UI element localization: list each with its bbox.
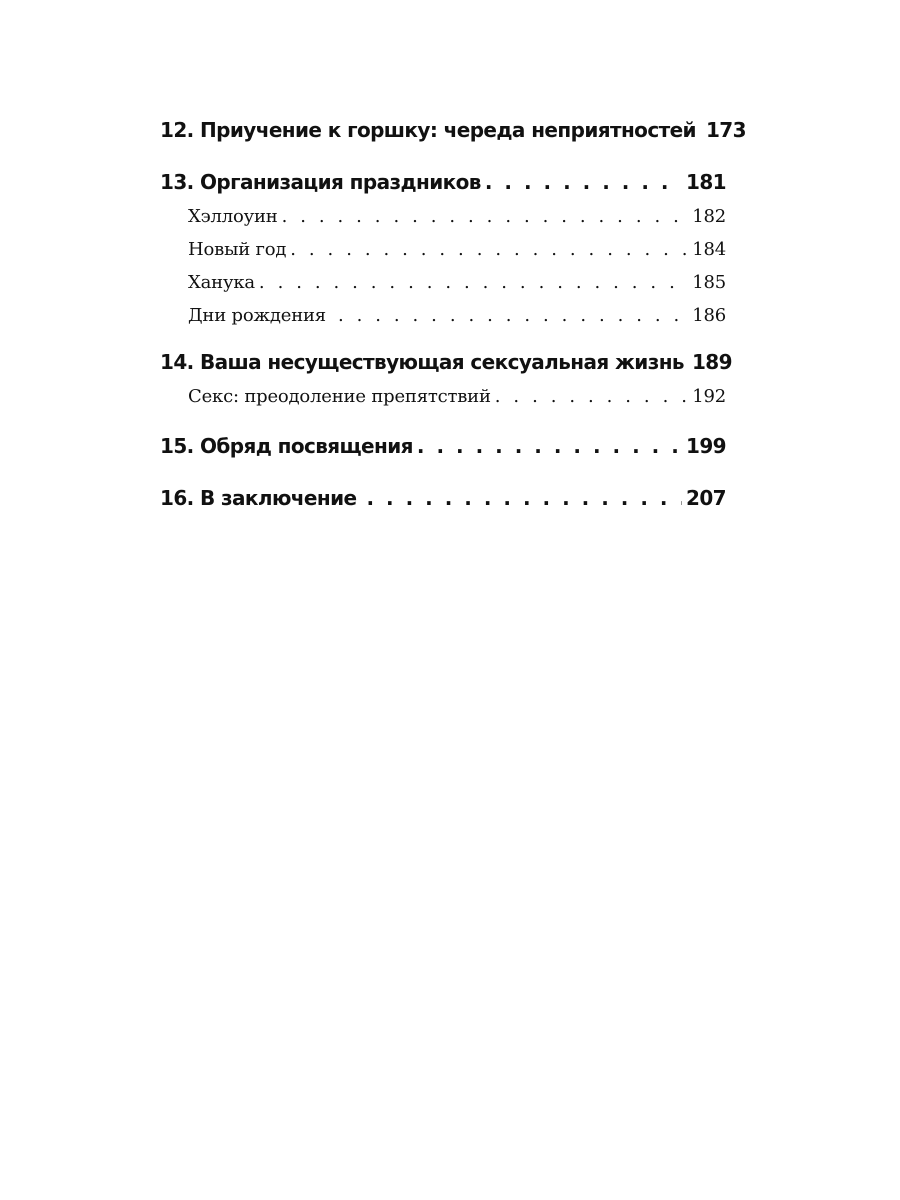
toc-entry-title: Новый год (188, 239, 287, 260)
toc-entry-section (188, 204, 726, 230)
toc-entry-title: 14. Ваша несуществующая сексуальная жизнь (160, 350, 684, 374)
dot-leader (366, 484, 682, 512)
dot-leader (338, 303, 688, 329)
toc-entry-title: Секс: преодоление препятствий (188, 386, 491, 407)
toc-entry-section (188, 303, 726, 329)
toc-entry-page: 207 (686, 486, 726, 510)
toc-entry-page: 186 (692, 305, 726, 326)
toc-entry-chapter-13 (160, 168, 726, 196)
dot-leader (290, 237, 688, 263)
toc-entry-section (188, 384, 726, 410)
toc-entry-chapter-14 (160, 348, 732, 376)
dot-leader (495, 384, 688, 410)
toc-entry-title: 16. В заключение (160, 486, 357, 510)
toc-entry-page: 184 (692, 239, 726, 260)
toc-entry-title: 15. Обряд посвящения (160, 434, 413, 458)
toc-entry-page: 181 (686, 170, 726, 194)
toc-entry-page: 199 (686, 434, 726, 458)
toc-entry-page: 182 (692, 206, 726, 227)
toc-entry-title: Ханука (188, 272, 255, 293)
toc-entry-chapter-12 (160, 116, 746, 144)
toc-entry-page: 173 (705, 118, 746, 142)
toc-entry-title: 12. Приучение к горшку: череда неприятностей (160, 118, 696, 142)
toc-entry-title: Дни рождения (188, 305, 326, 326)
dot-leader (282, 204, 689, 230)
toc-entry-chapter-16 (160, 484, 726, 512)
toc-entry-section (188, 270, 726, 296)
toc-entry-chapter-15 (160, 432, 726, 460)
toc-entry-title: 13. Организация праздников (160, 170, 481, 194)
toc-entry-page: 192 (692, 386, 726, 407)
toc-entry-title: Хэллоуин (188, 206, 278, 227)
dot-leader (259, 270, 688, 296)
dot-leader (417, 432, 682, 460)
toc-entry-section (188, 237, 726, 263)
toc-entry-page: 189 (691, 350, 732, 374)
dot-leader (485, 168, 682, 196)
toc-entry-page: 185 (692, 272, 726, 293)
